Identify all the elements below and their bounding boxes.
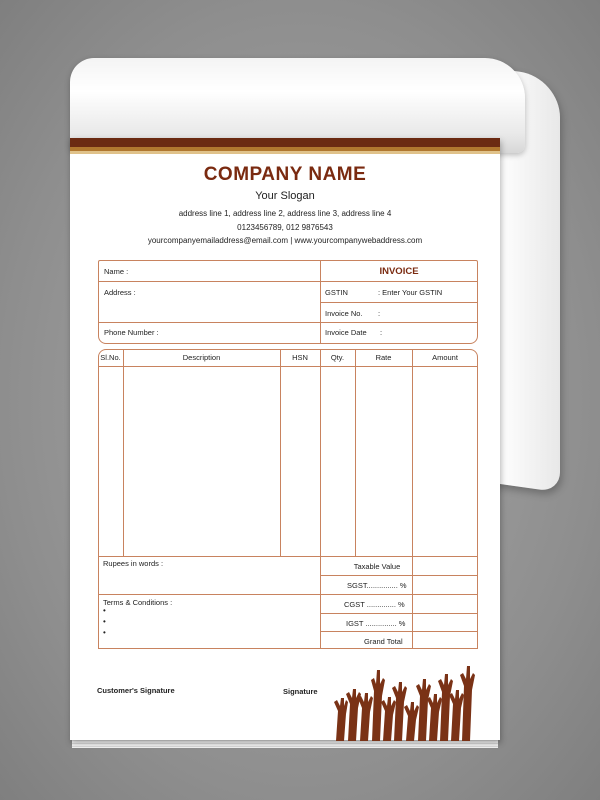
invoice-title: INVOICE <box>379 266 419 277</box>
col-header-description: Description <box>182 353 221 362</box>
company-slogan: Your Slogan <box>255 190 315 202</box>
header-band-dark <box>70 138 500 147</box>
col-header-qty: Qty. <box>330 353 345 362</box>
table-header-line <box>98 366 478 367</box>
gstin-value: : Enter Your GSTIN <box>378 288 443 297</box>
invoice-no-colon: : <box>378 309 381 318</box>
terms-label: Terms & Conditions : <box>103 598 173 607</box>
info-row-line-2 <box>320 302 478 303</box>
customer-signature-label: Customer's Signature <box>97 686 175 695</box>
invoice-date-label: Invoice Date <box>325 328 367 337</box>
cgst-label: CGST .............. % <box>344 600 405 609</box>
tax-row-line-4 <box>320 631 478 632</box>
address-label: Address : <box>104 288 136 297</box>
tax-row-line-3 <box>320 613 478 614</box>
terms-bullet-3: • <box>103 628 106 637</box>
igst-label: IGST ............... % <box>346 619 406 628</box>
col-header-hsn: HSN <box>292 353 308 362</box>
col-line-4 <box>355 349 356 556</box>
col-line-5 <box>412 349 413 649</box>
grand-total-label: Grand Total <box>364 637 403 646</box>
col-line-2 <box>280 349 281 556</box>
info-row-line-3 <box>98 322 478 323</box>
gstin-label: GSTIN <box>325 288 348 297</box>
invoice-page <box>70 138 500 740</box>
signature-label: Signature <box>283 687 318 696</box>
header-band-light <box>70 151 500 154</box>
col-header-rate: Rate <box>375 353 392 362</box>
invoice-no-label: Invoice No. <box>325 309 363 318</box>
sgst-label: SGST............... % <box>347 581 407 590</box>
taxable-value-label: Taxable Value <box>353 562 401 571</box>
company-name: COMPANY NAME <box>203 164 367 185</box>
terms-bullet-2: • <box>103 617 106 626</box>
invoice-date-colon: : <box>380 328 383 337</box>
phone-label: Phone Number : <box>104 328 159 337</box>
rupees-in-words-label: Rupees in words : <box>103 559 164 568</box>
col-line-3 <box>320 349 321 649</box>
info-row-line-1 <box>98 281 478 282</box>
terms-bullet-1: • <box>103 606 106 615</box>
company-phones: 0123456789, 012 9876543 <box>237 223 333 232</box>
footer-mid-line-left <box>98 594 320 595</box>
company-web: yourcompanyemailaddress@email.com | www.yourcompanywebaddress.com <box>147 236 423 245</box>
company-address: address line 1, address line 2, address line 3, address line 4 <box>178 209 392 218</box>
footer-top-line <box>98 556 478 557</box>
raised-hands-illustration <box>328 656 478 741</box>
tax-row-line-1 <box>320 575 478 576</box>
col-header-amount: Amount <box>432 353 458 362</box>
col-header-slno: Sl.No. <box>100 353 121 362</box>
col-line-1 <box>123 349 124 556</box>
name-label: Name : <box>104 267 129 276</box>
tax-row-line-2 <box>320 594 478 595</box>
